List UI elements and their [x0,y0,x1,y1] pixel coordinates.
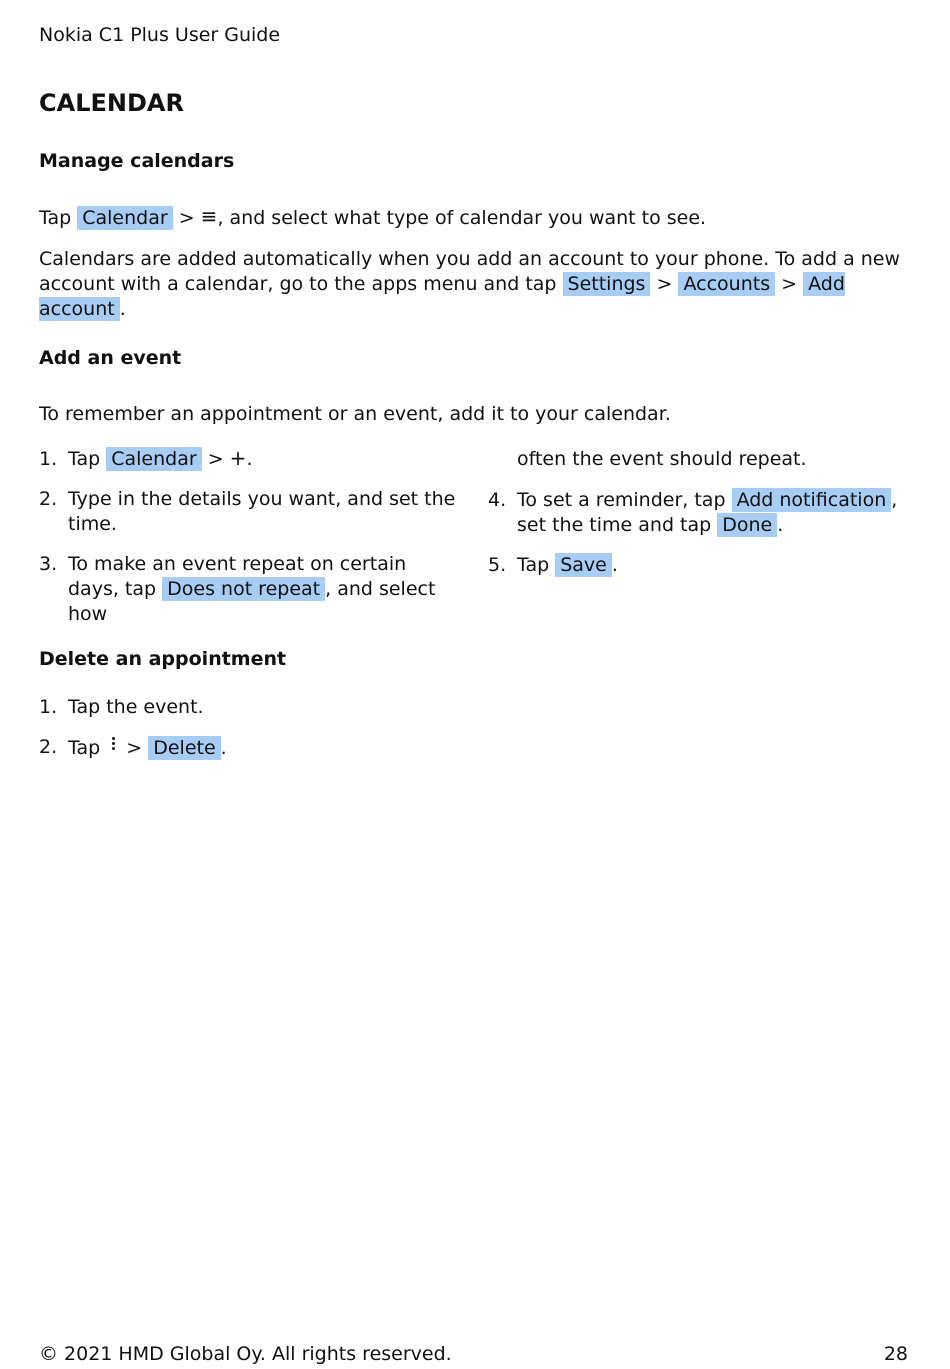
save-ui-label: Save [555,553,612,577]
page-header: Nokia C1 Plus User Guide [39,24,281,46]
punctuation: . [246,448,253,470]
separator: > [178,207,195,229]
separator: > [781,273,798,295]
punctuation: . [611,554,618,576]
step-text: , set the time and tap [517,489,898,536]
accounts-ui-label: Accounts [678,272,775,296]
step-text: To make an event repeat on certain days, tap [68,553,407,600]
add-event-steps-left [39,447,459,642]
add-account-paragraph: Calendars are added automatically when you add an account to your phone. To add a new account with a calendar, go to the apps menu and tap Settings > Accounts > Add account . [39,248,901,320]
delete-ui-label: Delete [148,736,220,760]
menu-icon: ≡ [200,204,218,228]
add-account-ui-label: Add account [39,273,845,320]
paragraph-text: Calendars are added automatically when you add an account to your phone. To add a new account with a calendar, go to the apps menu and tap [39,248,901,295]
add-notification-ui-label: Add notification [732,488,892,512]
separator: > [126,737,143,759]
step-number: 5. [488,554,507,576]
manage-calendars-heading: Manage calendars [39,150,235,172]
list-item [39,735,459,761]
delete-appointment-heading: Delete an appointment [39,648,287,670]
list-item [39,447,459,472]
list-item [488,488,918,538]
calendar-ui-label: Calendar [106,447,201,471]
punctuation: . [220,737,227,759]
step-number: 2. [39,488,58,510]
step-text: Type in the details you want, and set the time. [68,488,456,535]
step-text: Tap [68,737,101,759]
step-text: To set a reminder, tap [517,489,726,511]
list-item [488,553,918,578]
more-vert-icon [106,735,120,752]
add-event-steps-right-list [488,488,918,578]
step-number: 1. [39,696,58,718]
calendar-ui-label: Calendar [77,206,172,230]
step-number: 3. [39,553,58,575]
step-text: Tap [68,448,101,470]
done-ui-label: Done [717,513,777,537]
add-event-intro: To remember an appointment or an event, add it to your calendar. [39,403,671,425]
settings-ui-label: Settings [563,272,651,296]
list-item [39,695,459,720]
step-text: , and select how [68,578,436,625]
section-title: CALENDAR [39,89,184,117]
punctuation: . [777,514,784,536]
plus-icon: + [229,446,247,470]
step-number: 2. [39,736,58,758]
step-number: 1. [39,448,58,470]
tap-text: Tap [39,207,72,229]
step-text: Tap the event. [68,696,204,718]
step-text: Tap [517,554,550,576]
step-number: 4. [488,489,507,511]
list-item [39,487,459,537]
separator: > [656,273,673,295]
manage-calendars-paragraph [39,206,919,231]
step-continuation: often the event should repeat. [517,448,807,470]
add-event-steps-right [488,447,918,593]
delete-steps [39,695,459,776]
add-event-heading: Add an event [39,347,182,369]
page-number: 28 [883,1343,908,1365]
list-item [39,552,459,627]
does-not-repeat-ui-label: Does not repeat [162,577,325,601]
instruction-text: , and select what type of calendar you want to see. [217,207,707,229]
copyright-footer: © 2021 HMD Global Oy. All rights reserved. [39,1343,452,1365]
separator: > [207,448,224,470]
